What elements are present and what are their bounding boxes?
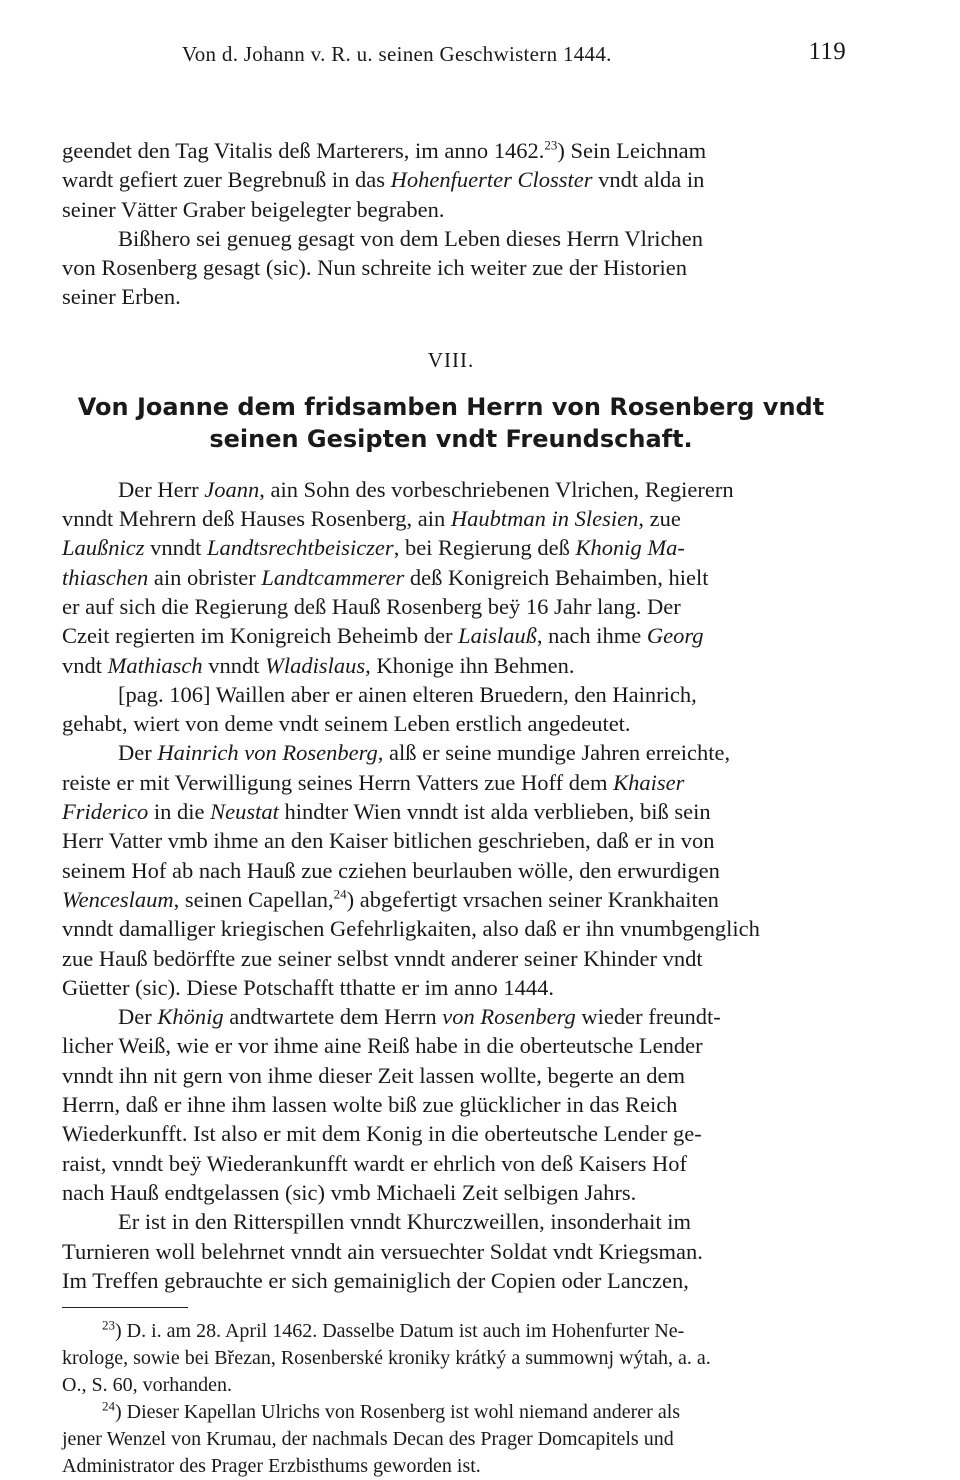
intro-paragraph: geendet den Tag Vitalis deß Marterers, im anno 1462.23) Sein Leichnam wardt gefiert zuer Begrebnuß in das Hohenfuerter Closster vndt alda in seiner Vätter Graber beigelegter begraben. — [62, 137, 707, 222]
running-title: Von d. Johann v. R. u. seinen Geschwistern 1444. — [182, 42, 612, 66]
body-paragraph-khoenig: Der Khönig andtwartete dem Herrn von Rosenberg wieder freundt- licher Weiß, wie er vor ihme aine Reiß habe in die oberteutsche Lender vnndt ihn nit gern von ihme dieser Zeit lassen wollte, begerte an dem Herrn, daß er ihne ihm lassen wolte biß zue glücklicher in das Reich Wiederkunfft. Ist also er mit dem Konig in die oberteutsche Lender ge- raist, vnndt beÿ Wiederankunfft wardt er ehrlich von deß Kaisers Hof nach Hauß endtgelassen (sic) vmb Michaeli Zeit selbigen Jahrs. — [62, 1004, 721, 1205]
running-header — [62, 36, 846, 76]
footnote-ref-23: 23 — [544, 137, 558, 153]
page-number: 119 — [808, 38, 846, 65]
body-paragraph-pag106: [pag. 106] Waillen aber er ainen elteren Bruedern, den Hainrich, gehabt, wiert von deme vndt seinem Leben erstlich angedeutet. — [62, 681, 697, 737]
body-paragraph-joann: Der Herr Joann, ain Sohn des vorbeschriebenen Vlrichen, Regierern vnndt Mehrern deß Hauses Rosenberg, ain Haubtman in Slesien, zue Laußnicz vnndt Landtsrechtbeisiczer, bei Regierung deß Khonig Ma- thiaschen ain obrister Landtcammerer deß Konigreich Behaimben, hielt er auf sich die Regierung deß Hauß Rosenberg beÿ 16 Jahr lang. Der Czeit regierten im Konigreich Beheimb der Laislauß, nach ihme Georg vndt Mathiasch vnndt Wladislaus, Khonige ihn Behmen. — [62, 476, 734, 678]
footnote-ref-24: 24 — [333, 886, 347, 902]
body-paragraph-hainrich: Der Hainrich von Rosenberg, alß er seine mundige Jahren erreichte, reiste er mit Verwilligung seines Herrn Vatters zue Hoff dem Khaiser Friderico in die Neustat hindter Wien vnndt ist alda verblieben, biß sein Herr Vatter vmb ihme an den Kaiser bitlichen geschrieben, daß er in von seinem Hof ab nach Hauß zue cziehen beurlauben wölle, den erwurdigen Wenceslaum, seinen Capellan,$^{24}$) abgefertigt vrsachen seiner Krankhaiten vnndt damalliger kriegischen Gefehrligkaiten, also daß er ihn vnumbgenglich zue Hauß bedörffte zue seiner selbst vnndt anderer seiner Khinder vndt Güetter (sic). Diese Potschafft tthatte er im anno 1444. — [62, 740, 760, 1000]
section-title: Von Joanne dem fridsamben Herrn von Rosenberg vndt seinen Gesipten vndt Freundschaft. — [77, 392, 825, 453]
footnote-divider — [62, 1307, 188, 1308]
body-paragraph-ritterspillen: Er ist in den Ritterspillen vnndt Khurczweillen, insonderhait im Turnieren woll belehrnet vnndt ain versuechter Soldat vndt Kriegsman. Im Treffen gebrauchte er sich gemainiglich der Copien oder Lanczen, — [62, 1209, 703, 1293]
footnote-24: $^{24}$) Dieser Kapellan Ulrichs von Rosenberg ist wohl niemand anderer als jener Wenzel von Krumau, der nachmals Decan des Prager Domcapitels und Administrator des Prager Erzbisthums geworden ist. — [62, 1398, 681, 1478]
section-number: VIII. — [427, 347, 475, 372]
footnote-23: $^{23}$) D. i. am 28. April 1462. Dasselbe Datum ist auch im Hohenfurter Ne- krologe, sowie bei Březan, Rosenberské kroniky krátký a summownj wýtah, a. a. O., S. 60, vorhanden. — [62, 1317, 711, 1397]
closing-paragraph: Bißhero sei genueg gesagt von dem Leben dieses Herrn Vlrichen von Rosenberg gesagt (sic). Nun schreite ich weiter zue der Historien seiner Erben. — [62, 225, 704, 310]
